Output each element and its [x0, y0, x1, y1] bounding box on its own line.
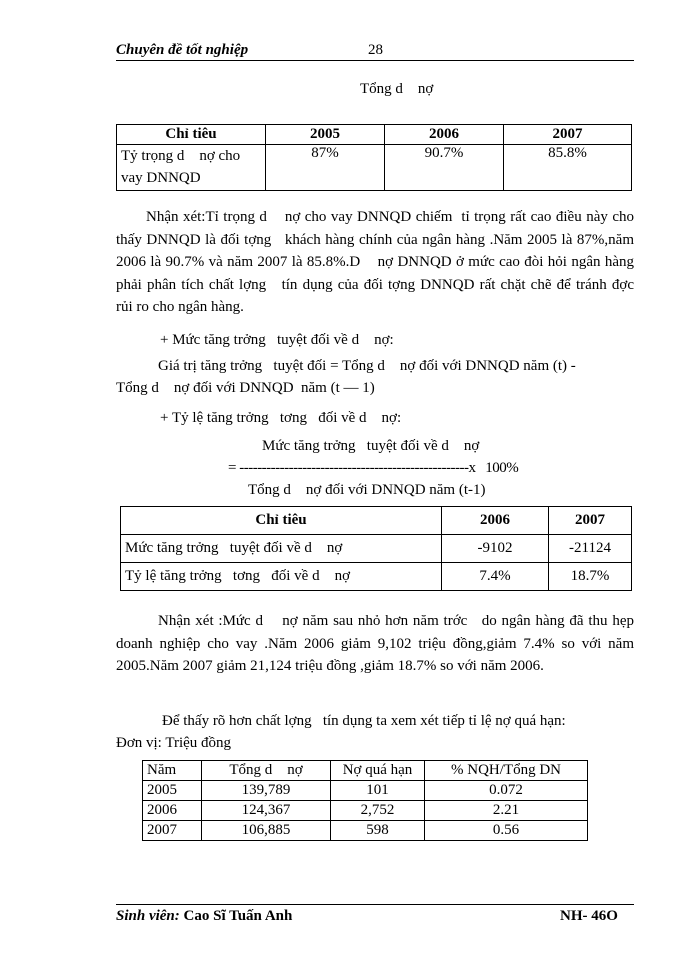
table-row	[143, 781, 588, 801]
table-cell: 106,885	[202, 821, 331, 841]
table-cell: 101	[331, 781, 425, 801]
table-cell: 85.8%	[504, 145, 632, 191]
table-row	[117, 145, 632, 191]
table-growth	[120, 506, 632, 591]
table-cell: -9102	[442, 535, 549, 563]
table-cell: 598	[331, 821, 425, 841]
table-header-cell: % NQH/Tổng DN	[425, 761, 588, 781]
table-cell: 2005	[143, 781, 202, 801]
table-cell: 0.072	[425, 781, 588, 801]
table-cell: -21124	[549, 535, 632, 563]
table-cell: 7.4%	[442, 563, 549, 591]
fraction-numerator: Mức tăng trởng tuyệt đối về d nợ	[262, 438, 480, 454]
table-overdue-debt	[142, 760, 588, 841]
table-header-cell: 2007	[504, 125, 632, 145]
bullet-relative-growth: + Tỷ lệ tăng trởng tơng đối về d nợ:	[160, 410, 402, 426]
table-header-cell: 2006	[442, 507, 549, 535]
formula-absolute-line1: Giá trị tăng trởng tuyệt đối = Tổng d nợ đối với DNNQD năm (t) -	[158, 358, 576, 374]
table-row	[121, 535, 632, 563]
table-cell: 0.56	[425, 821, 588, 841]
table-header-cell: 2007	[549, 507, 632, 535]
paragraph-remark-1: Nhận xét:Tỉ trọng d nợ cho vay DNNQD chiếm tỉ trọng rất cao điều này cho thấy DNNQD là đối tợng khách hàng chính của ngân hàng .Năm 2005 là 87%,năm 2006 là 90.7% và năm 2007 là 85.8%.D nợ DNNQD ở mức cao đòi hỏi ngân hàng phải phân tích chất lợng tín dụng của đối tợng DNNQD rất chặt chẽ để tránh đợc rủi ro cho ngân hàng.	[116, 209, 646, 315]
formula-absolute-line2: Tổng d nợ đối với DNNQD năm (t — 1)	[116, 380, 375, 396]
table1-caption: Tổng d nợ	[360, 81, 434, 97]
table-header-row	[121, 507, 632, 535]
footer-class: NH- 46O	[560, 908, 618, 924]
footer-student-name: Cao Sĩ Tuấn Anh	[179, 908, 293, 924]
table-row	[143, 801, 588, 821]
fraction-denominator: Tổng d nợ đối với DNNQD năm (t-1)	[248, 482, 486, 498]
header-title: Chuyên đề tốt nghiệp	[116, 42, 249, 58]
table-cell: 2,752	[331, 801, 425, 821]
table-header-row	[117, 125, 632, 145]
table-row	[143, 821, 588, 841]
table-cell: Tỷ trọng d nợ cho vay DNNQD	[117, 145, 266, 191]
unit-label: Đơn vị: Triệu đồng	[116, 735, 232, 751]
table-header-cell: Tổng d nợ	[202, 761, 331, 781]
table-cell: 2007	[143, 821, 202, 841]
paragraph-overdue-intro: Để thấy rõ hơn chất lợng tín dụng ta xem xét tiếp tỉ lệ nợ quá hạn:	[162, 713, 566, 729]
table-header-cell: 2005	[266, 125, 385, 145]
table-header-cell: Chỉ tiêu	[121, 507, 442, 535]
table-row	[121, 563, 632, 591]
table-cell: Mức tăng trởng tuyệt đối về d nợ	[121, 535, 442, 563]
table-header-cell: Nợ quá hạn	[331, 761, 425, 781]
page-number: 28	[368, 42, 383, 58]
table-cell: 124,367	[202, 801, 331, 821]
table-cell: 139,789	[202, 781, 331, 801]
table-header-cell: 2006	[385, 125, 504, 145]
bullet-absolute-growth: + Mức tăng trởng tuyệt đối về d nợ:	[160, 332, 394, 348]
table-cell: 2006	[143, 801, 202, 821]
table-cell: 87%	[266, 145, 385, 191]
table-cell: 18.7%	[549, 563, 632, 591]
header-rule	[116, 60, 634, 61]
table-cell: 90.7%	[385, 145, 504, 191]
table-loan-share	[116, 124, 632, 191]
table-header-cell: Năm	[143, 761, 202, 781]
table-cell: Tỷ lệ tăng trởng tơng đối về d nợ	[121, 563, 442, 591]
fraction-line: = ---------------------------------------------------x 100%	[228, 460, 519, 476]
paragraph-remark-2: Nhận xét :Mức d nợ năm sau nhỏ hơn năm trớc do ngân hàng đã thu hẹp doanh nghiệp cho vay .Năm 2006 giảm 9,102 triệu đồng,giảm 7.4% so với năm 2005.Năm 2007 giảm 21,124 triệu đồng ,giảm 18.7% so với năm 2006.	[116, 613, 638, 674]
table-header-cell: Chỉ tiêu	[117, 125, 266, 145]
footer-rule	[116, 904, 634, 905]
footer-student-label: Sinh viên:	[116, 908, 180, 924]
table-cell: 2.21	[425, 801, 588, 821]
footer-student	[116, 908, 292, 925]
table-header-row	[143, 761, 588, 781]
